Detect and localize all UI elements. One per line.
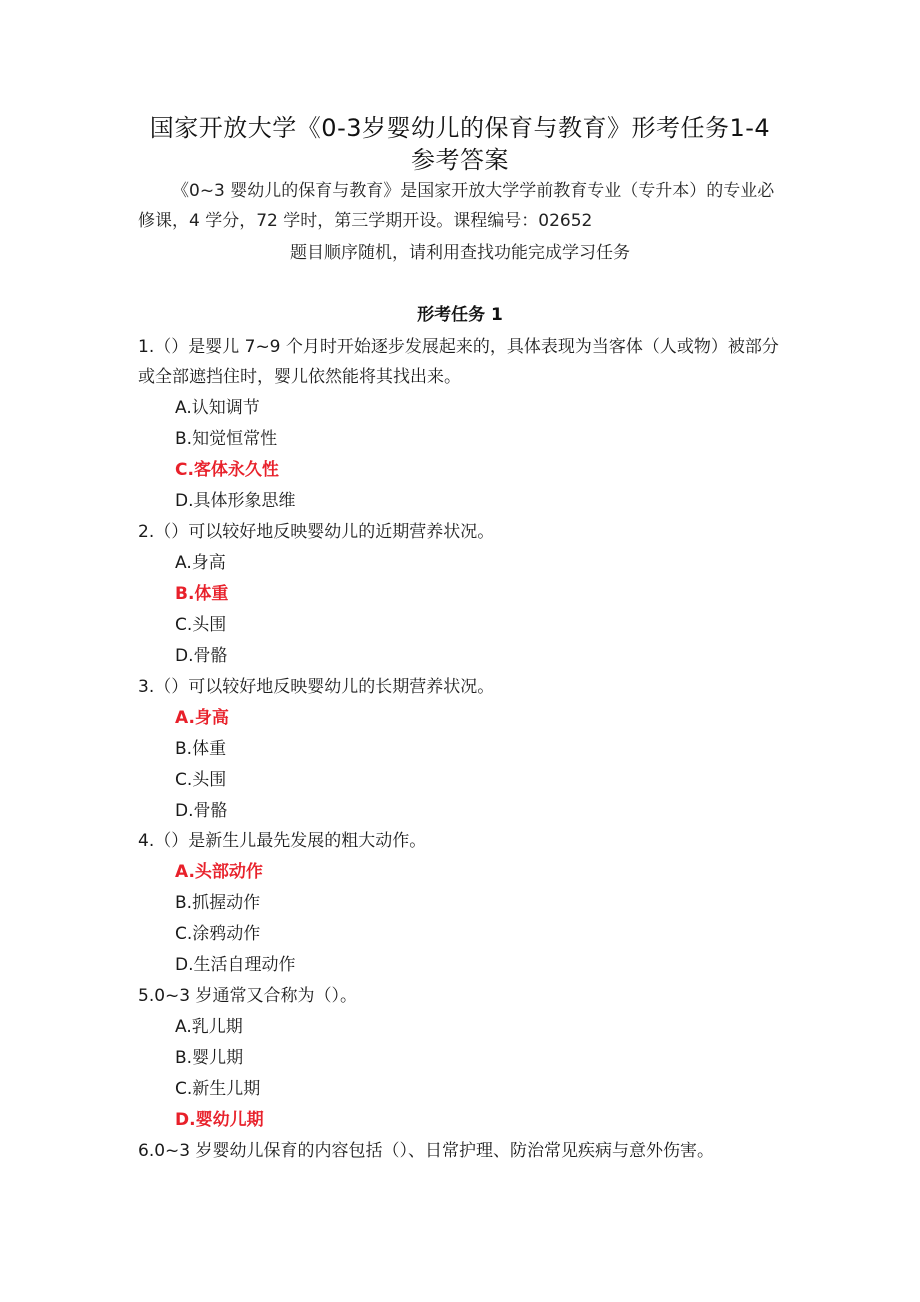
section-title: 形考任务 1: [417, 305, 503, 325]
question-1: 1.（）是婴儿 7~9 个月时开始逐步发展起来的，具体表现为当客体（人或物）被部分或全部遮挡住时，婴儿依然能将其找出来。: [138, 337, 779, 387]
question-3-option-a: A.身高: [175, 708, 229, 728]
question-3-option-d: D.骨骼: [175, 801, 228, 821]
question-5-option-d: D.婴幼儿期: [175, 1110, 264, 1130]
question-1-option-c: C.客体永久性: [175, 460, 279, 480]
question-1-option-d: D.具体形象思维: [175, 491, 296, 511]
question-4-option-a: A.头部动作: [175, 862, 263, 882]
question-3-option-b: B.体重: [175, 739, 227, 759]
question-5: 5.0~3 岁通常又合称为（）。: [138, 986, 357, 1006]
document-title-line1: 国家开放大学《0-3岁婴幼儿的保育与教育》形考任务1-4: [149, 114, 771, 142]
study-notice: 题目顺序随机，请利用查找功能完成学习任务: [290, 243, 630, 263]
question-2-option-c: C.头围: [175, 615, 227, 635]
question-3: 3.（）可以较好地反映婴幼儿的长期营养状况。: [138, 677, 495, 697]
question-4-option-b: B.抓握动作: [175, 893, 261, 913]
question-4: 4.（）是新生儿最先发展的粗大动作。: [138, 831, 427, 851]
question-2-option-d: D.骨骼: [175, 646, 228, 666]
question-5-option-b: B.婴儿期: [175, 1048, 244, 1068]
question-1-option-a: A.认知调节: [175, 398, 260, 418]
question-4-option-d: D.生活自理动作: [175, 955, 296, 975]
question-2-option-b: B.体重: [175, 584, 229, 604]
course-intro: 《0~3 婴幼儿的保育与教育》是国家开放大学学前教育专业（专升本）的专业必修课，4 学分，72 学时，第三学期开设。课程编号：02652: [138, 181, 775, 231]
question-2-option-a: A.身高: [175, 553, 226, 573]
question-6: 6.0~3 岁婴幼儿保育的内容包括（）、日常护理、防治常见疾病与意外伤害。: [138, 1141, 714, 1161]
question-4-option-c: C.涂鸦动作: [175, 924, 261, 944]
question-5-option-a: A.乳儿期: [175, 1017, 243, 1037]
question-2: 2.（）可以较好地反映婴幼儿的近期营养状况。: [138, 522, 495, 542]
question-3-option-c: C.头围: [175, 770, 227, 790]
document-title-line2: 参考答案: [411, 146, 509, 174]
question-5-option-c: C.新生儿期: [175, 1079, 261, 1099]
question-1-option-b: B.知觉恒常性: [175, 429, 278, 449]
